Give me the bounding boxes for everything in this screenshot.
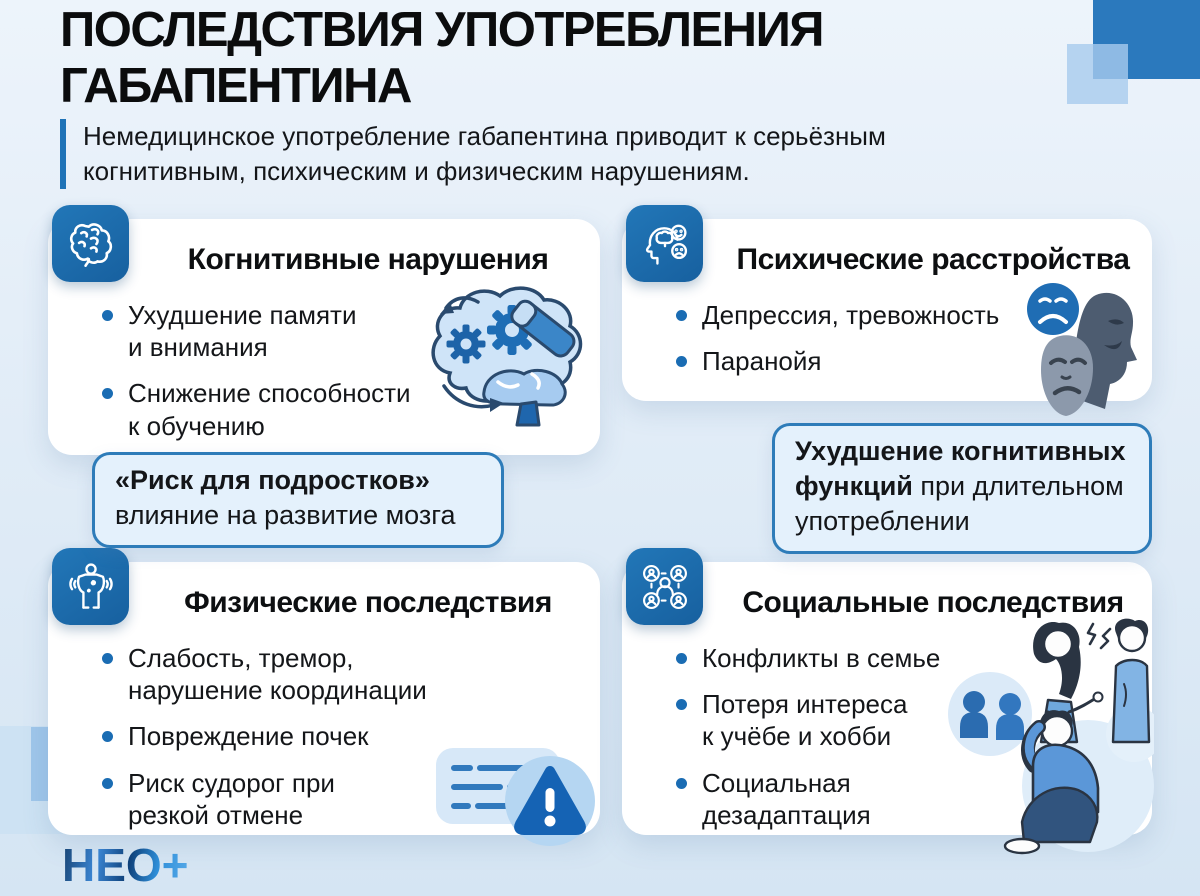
neo-plus-logo: НЕО+	[62, 839, 189, 891]
bullet-dot	[102, 778, 113, 789]
decor-square-top-right-light	[1067, 44, 1128, 104]
list-item-text: Социальная дезадаптация	[702, 767, 871, 830]
bullet-dot	[102, 310, 113, 321]
callout-cognitive-decline	[772, 423, 1152, 554]
list-item-text: Слабость, тремор, нарушение координации	[128, 643, 427, 706]
list-item	[102, 377, 468, 441]
callout-bold: Ухудшение когнитивных функций	[795, 436, 1126, 502]
list-item	[676, 642, 962, 674]
bullet-dot	[676, 356, 687, 367]
card-cognitive-title: Когнитивные нарушения	[187, 243, 549, 276]
callout-text: при длительном употреблении	[795, 471, 1124, 537]
warning-note-illustration	[432, 740, 600, 848]
list-item-text: Снижение способности к обучению	[128, 378, 411, 441]
sad-masks-illustration	[1020, 281, 1156, 429]
people-network-icon	[626, 548, 703, 625]
bullet-dot	[676, 778, 687, 789]
bullet-dot	[676, 699, 687, 710]
bullet-dot	[102, 388, 113, 399]
social-conflict-illustration	[938, 614, 1154, 860]
body-icon	[52, 548, 129, 625]
page-subtitle: Немедицинское употребление габапентина приводит к серьёзным когнитивным, психическим и физическим нарушениям.	[60, 119, 1043, 189]
bullet-dot	[102, 731, 113, 742]
list-item-text: Повреждение почек	[128, 721, 369, 752]
list-item	[676, 688, 962, 752]
list-item-text: Потеря интереса к учёбе и хобби	[702, 689, 908, 752]
callout-text: влияние на развитие мозга	[115, 500, 456, 531]
list-item-text: Риск судорог при резкой отмене	[128, 767, 335, 830]
list-item-text: Ухудшение памяти и внимания	[128, 300, 357, 363]
bullet-dot	[102, 653, 113, 664]
page-title	[60, 2, 823, 115]
card-social-title: Социальные последствия	[742, 586, 1124, 619]
list-item-text: Депрессия, тревожность	[702, 300, 1000, 330]
head-faces-icon	[626, 205, 703, 282]
list-item	[102, 642, 488, 706]
list-item-text: Конфликты в семье	[702, 643, 941, 673]
list-item	[102, 720, 488, 752]
card-physical-title: Физические последствия	[184, 586, 552, 619]
page-title-line2: ГАБАПЕНТИНА	[60, 59, 411, 114]
page-title-line1: ПОСЛЕДСТВИЯ УПОТРЕБЛЕНИЯ	[60, 3, 824, 57]
brain-icon	[52, 205, 129, 282]
bullet-dot	[676, 653, 687, 664]
brain-gears-illustration	[420, 278, 602, 428]
list-item	[102, 299, 468, 363]
callout-bold: «Риск для подростков»	[115, 465, 430, 495]
card-psychiatric-title: Психические расстройства	[736, 243, 1130, 276]
bullet-dot	[676, 310, 687, 321]
list-item	[676, 767, 962, 831]
list-item	[102, 767, 408, 831]
list-item-text: Паранойя	[702, 346, 822, 377]
callout-teen-risk	[92, 452, 504, 548]
